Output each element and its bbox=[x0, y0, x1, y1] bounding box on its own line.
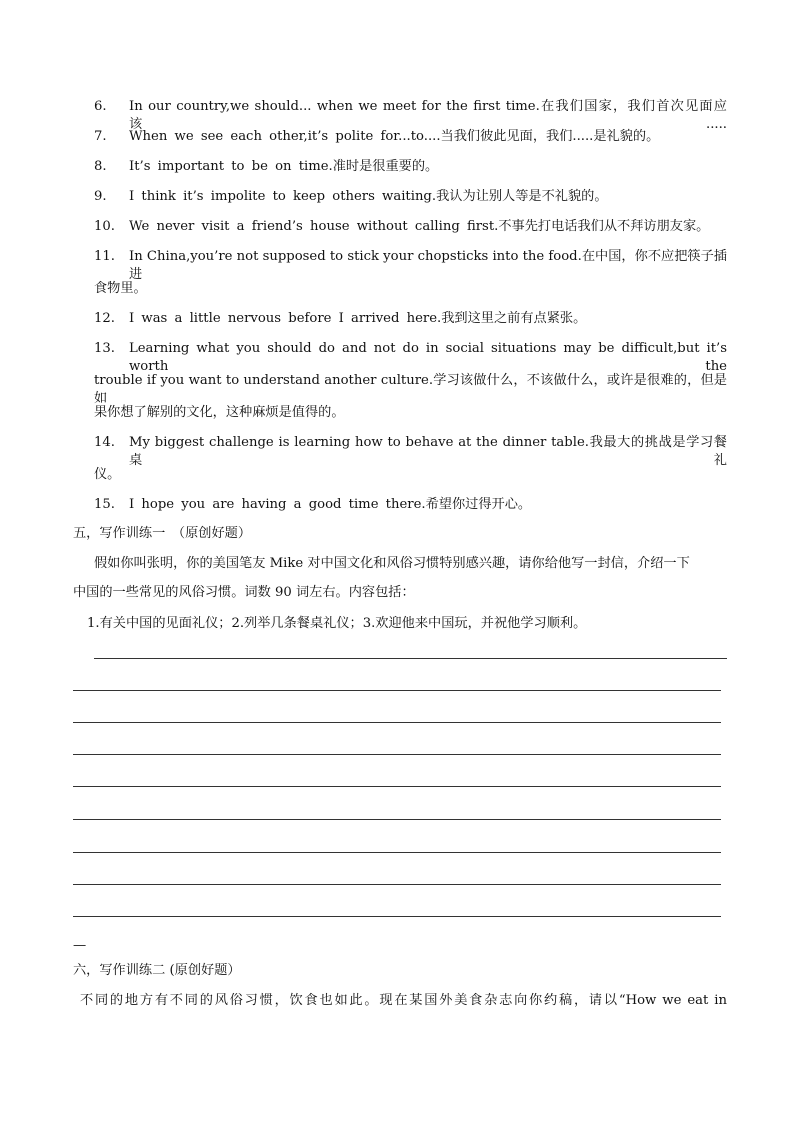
writing-line[interactable] bbox=[94, 658, 727, 659]
item-number: 14. bbox=[94, 435, 115, 450]
trailing-dash: — bbox=[73, 938, 87, 953]
writing-line[interactable] bbox=[73, 916, 721, 917]
item-text: I was a little nervous before I arrived here.我到这里之前有点紧张。 bbox=[129, 311, 587, 326]
writing-line[interactable] bbox=[73, 884, 721, 885]
item-number: 8. bbox=[94, 159, 107, 174]
writing-prompt: 中国的一些常见的风俗习惯。词数 90 词左右。内容包括： bbox=[73, 585, 415, 600]
item-text-continuation: 果你想了解别的文化，这种麻烦是值得的。 bbox=[94, 405, 345, 420]
writing-line[interactable] bbox=[73, 786, 721, 787]
item-text-continuation: trouble if you want to understand another culture.学习该做什么，不该做什么，或许是很难的，但是如 bbox=[94, 373, 727, 406]
item-text: It’s important to be on time.准时是很重要的。 bbox=[129, 159, 439, 174]
item-number: 15. bbox=[94, 497, 115, 512]
writing-points: 1.有关中国的见面礼仪；2.列举几条餐桌礼仪；3.欢迎他来中国玩，并祝他学习顺利。 bbox=[87, 616, 587, 631]
writing-prompt: 不同的地方有不同的风俗习惯，饮食也如此。现在某国外美食杂志向你约稿，请以“How we eat in bbox=[80, 993, 727, 1008]
writing-line[interactable] bbox=[73, 690, 721, 691]
writing-line[interactable] bbox=[73, 819, 721, 820]
writing-line[interactable] bbox=[73, 852, 721, 853]
section-heading: 五，写作训练一 （原创好题） bbox=[73, 526, 252, 541]
item-number: 6. bbox=[94, 99, 107, 114]
item-number: 11. bbox=[94, 249, 115, 264]
writing-prompt: 假如你叫张明，你的美国笔友 Mike 对中国文化和风俗习惯特别感兴趣，请你给他写一封信，介绍一下 bbox=[94, 556, 690, 571]
writing-line[interactable] bbox=[73, 754, 721, 755]
writing-line[interactable] bbox=[73, 722, 721, 723]
item-number: 13. bbox=[94, 341, 115, 356]
item-text: My biggest challenge is learning how to behave at the dinner table.我最大的挑战是学习餐桌礼 bbox=[129, 435, 727, 468]
item-text-continuation: 食物里。 bbox=[94, 281, 147, 296]
item-number: 7. bbox=[94, 129, 107, 144]
item-text: I hope you are having a good time there.希望你过得开心。 bbox=[129, 497, 532, 512]
item-text: We never visit a friend’s house without calling first.不事先打电话我们从不拜访朋友家。 bbox=[129, 219, 710, 234]
item-number: 10. bbox=[94, 219, 115, 234]
item-text: When we see each other,it’s polite for...to....当我们彼此见面，我们.....是礼貌的。 bbox=[129, 129, 660, 144]
item-text: Learning what you should do and not do in social situations may be difficult,but it’s worth the bbox=[129, 341, 727, 374]
item-text-continuation: 仪。 bbox=[94, 467, 121, 482]
item-text: In our country,we should... when we meet for the first time.在我们国家，我们首次见面应该..... bbox=[129, 99, 727, 132]
section-heading: 六，写作训练二 (原创好题） bbox=[73, 963, 241, 978]
item-text: In China,you’re not supposed to stick your chopsticks into the food.在中国，你不应把筷子插进 bbox=[129, 249, 727, 282]
item-number: 12. bbox=[94, 311, 115, 326]
item-text: I think it’s impolite to keep others waiting.我认为让别人等是不礼貌的。 bbox=[129, 189, 608, 204]
item-number: 9. bbox=[94, 189, 107, 204]
